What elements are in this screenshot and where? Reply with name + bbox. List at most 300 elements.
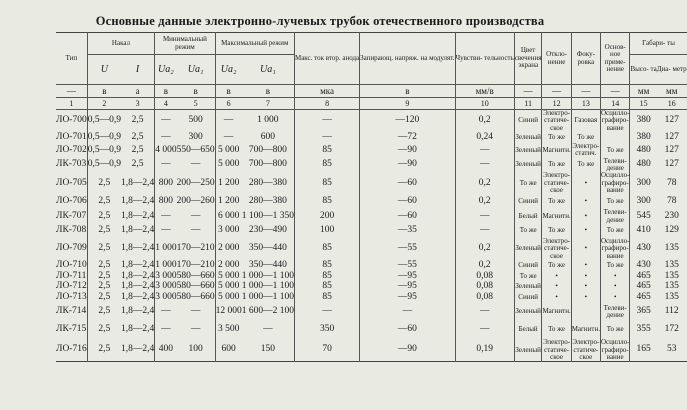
table-cell: 0,2 xyxy=(455,172,514,194)
col-number: 7 xyxy=(242,98,295,110)
table-cell: 2,5 xyxy=(87,339,121,362)
table-cell: 165 xyxy=(630,339,657,362)
table-cell: Зеленый xyxy=(514,339,542,362)
table-cell: 355 xyxy=(630,321,657,339)
unit-cell: в xyxy=(177,85,216,98)
table-cell: То же xyxy=(542,260,571,272)
table-cell: 5 000 xyxy=(215,292,242,303)
table-cell: 0,08 xyxy=(455,282,514,292)
table-cell: 0,2 xyxy=(455,260,514,272)
table-cell: — xyxy=(155,224,177,238)
header-type: Тип xyxy=(56,33,87,85)
table-cell: 170—210 xyxy=(176,260,215,271)
unit-cell: мм xyxy=(630,85,657,98)
unit-cell: а xyxy=(121,85,155,98)
table-cell: 0,08 xyxy=(455,272,514,282)
table-cell: 280—380 xyxy=(248,177,287,188)
table-cell: 129 xyxy=(664,225,679,236)
col-number: 12 xyxy=(542,98,571,110)
unit-cell: в xyxy=(87,85,121,98)
sym-ua1-min: Uа₁ xyxy=(187,63,204,75)
table-row xyxy=(56,209,687,224)
table-cell: Электро- статиче- ское xyxy=(543,237,571,260)
table-cell: Зеленый xyxy=(515,282,541,291)
table-cell: 135 xyxy=(664,281,679,292)
table-cell: То же xyxy=(514,272,542,282)
table-cell: 85 xyxy=(294,260,359,272)
table-cell: • xyxy=(571,238,600,260)
table-cell: —60 xyxy=(360,321,455,339)
table-cell: 410 xyxy=(630,224,657,238)
table-cell: —95 xyxy=(360,282,455,292)
table-cell: • xyxy=(571,292,600,303)
sym-i: I xyxy=(135,63,140,75)
table-cell: • xyxy=(600,272,629,282)
table-cell: 580—660 xyxy=(176,271,215,282)
table-title: Основные данные электронно-лучевых трубок отечественного производства xyxy=(95,14,545,28)
table-cell: 1,8—2,4 xyxy=(120,225,155,236)
table-cell: То же xyxy=(542,158,571,173)
table-cell: 1,8—2,4 xyxy=(120,306,155,317)
table-cell: 3 000 xyxy=(155,281,177,292)
unit-cell: мм/в xyxy=(455,85,514,98)
table-row xyxy=(56,260,687,272)
table-cell: 135 xyxy=(664,260,679,271)
table-cell: То же xyxy=(600,321,629,339)
table-cell: 0,24 xyxy=(455,132,514,143)
table-cell: 3 500 xyxy=(215,321,242,339)
table-cell: — xyxy=(455,321,514,339)
table-cell: 545 xyxy=(630,209,657,224)
table-cell: 127 xyxy=(664,144,679,155)
unit-cell: в xyxy=(360,85,455,98)
table-cell: Магнитн. xyxy=(542,143,571,158)
table-cell: • xyxy=(600,282,629,292)
table-cell: 1 200 xyxy=(215,172,242,194)
table-cell: 465 xyxy=(630,282,657,292)
table-cell: — xyxy=(263,324,273,335)
table-cell: 430 xyxy=(630,260,657,272)
tube-type-cell: ЛО-711 xyxy=(56,271,87,282)
table-cell: 200 xyxy=(294,209,359,224)
table-cell: 2,5 xyxy=(87,321,121,339)
table-cell: 380 xyxy=(630,110,657,133)
table-cell: Осцилло- графиро- вание xyxy=(600,338,630,361)
table-cell: 85 xyxy=(294,292,359,303)
col-number: 8 xyxy=(294,98,359,110)
table-cell: 5 000 xyxy=(215,272,242,282)
table-cell: 85 xyxy=(294,158,359,173)
table-row xyxy=(56,292,687,303)
table-row xyxy=(56,143,687,158)
tube-type-cell: ЛО-713 xyxy=(56,291,87,302)
col-number: 15 xyxy=(630,98,657,110)
table-cell: — xyxy=(360,303,455,321)
table-cell: 1 200 xyxy=(215,194,242,209)
table-cell: — xyxy=(190,306,201,317)
table-cell: Осцилло- графиро- вание xyxy=(600,109,630,132)
unit-cell: — xyxy=(56,85,87,98)
table-cell: 1,8—2,4 xyxy=(120,260,155,271)
table-cell: —95 xyxy=(360,292,455,303)
data-table xyxy=(56,32,687,362)
table-cell: —55 xyxy=(360,260,455,272)
table-cell: То же xyxy=(542,194,571,209)
table-cell: 2 000 xyxy=(215,260,242,272)
table-cell: 85 xyxy=(294,272,359,282)
table-cell: 1,8—2,4 xyxy=(120,177,155,188)
table-cell: Телеви- дение xyxy=(600,209,629,224)
table-cell: 0,5—0,9 xyxy=(87,110,121,133)
table-cell: 2,5 xyxy=(87,172,121,194)
header-focus: Фоку- ровка xyxy=(571,33,600,85)
table-cell xyxy=(571,303,600,321)
table-cell: 2,5 xyxy=(131,159,144,170)
table-cell: 3 000 xyxy=(155,271,177,282)
table-cell: • xyxy=(600,292,629,303)
table-cell: 550—650 xyxy=(176,144,215,155)
tube-type-cell: ЛО-712 xyxy=(56,281,87,292)
table-cell: —55 xyxy=(360,238,455,260)
table-cell: 1 000—1 100 xyxy=(241,281,294,292)
table-row xyxy=(56,303,687,321)
table-cell: 0,19 xyxy=(455,339,514,362)
header-height: Высо- та xyxy=(630,55,657,85)
table-cell: 0,5—0,9 xyxy=(87,158,121,173)
table-cell: • xyxy=(571,282,600,292)
table-cell: — xyxy=(455,143,514,158)
table-cell: Магнитн. xyxy=(542,209,571,224)
table-cell: Белый xyxy=(514,321,542,339)
table-cell: Зеленый xyxy=(514,132,542,143)
table-cell: 53 xyxy=(666,344,677,355)
header-nakal: Накал xyxy=(87,33,155,55)
table-cell: 1,8—2,4 xyxy=(120,281,155,292)
table-cell: —35 xyxy=(360,224,455,238)
header-application: Основ- ное приме- нение xyxy=(600,33,629,85)
sym-u: U xyxy=(87,55,121,85)
table-cell: —90 xyxy=(360,158,455,173)
tube-type-cell: ЛО-709 xyxy=(56,243,87,254)
header-lock-voltage: Запирающ. напряж. на модулят. xyxy=(360,33,455,85)
table-cell: Зеленый xyxy=(514,238,542,260)
table-cell: — xyxy=(455,209,514,224)
table-cell: 5 000 xyxy=(215,282,242,292)
table-cell: То же xyxy=(514,172,542,194)
table-cell: 100 xyxy=(188,344,203,355)
table-cell: 350—440 xyxy=(248,260,287,271)
table-row xyxy=(56,238,687,260)
table-cell: 2,5 xyxy=(87,260,121,272)
table-cell: То же xyxy=(514,224,542,238)
table-cell: 112 xyxy=(664,306,679,317)
table-cell: Электро- статиче- ское xyxy=(543,109,571,132)
table-cell: Электро- статиче- ское xyxy=(572,338,600,361)
table-cell: — xyxy=(155,110,177,133)
table-cell: 1,8—2,4 xyxy=(120,243,155,254)
table-cell: То же xyxy=(600,260,629,272)
unit-cell: мка xyxy=(294,85,359,98)
header-max-mode: Максимальный режим xyxy=(215,33,294,55)
table-cell: 85 xyxy=(294,172,359,194)
tube-type-cell: ЛК-714 xyxy=(56,306,87,317)
table-cell: Электро- статиче- ское xyxy=(543,338,571,361)
col-number: 14 xyxy=(600,98,629,110)
table-cell: • xyxy=(542,292,571,303)
table-cell: 127 xyxy=(664,115,679,126)
table-cell: — xyxy=(155,209,177,224)
table-cell: 800 xyxy=(155,172,177,194)
header-deflection: Откло- нение xyxy=(542,33,571,85)
table-cell: — xyxy=(294,132,359,143)
table-cell: Синий xyxy=(514,260,542,272)
table-cell: —60 xyxy=(360,172,455,194)
table-cell: То же xyxy=(600,194,629,209)
table-cell: 580—660 xyxy=(176,281,215,292)
table-cell: 200—250 xyxy=(176,177,215,188)
table-cell: 85 xyxy=(294,282,359,292)
table-cell: — xyxy=(190,324,201,335)
unit-cell: в xyxy=(215,85,242,98)
table-row xyxy=(56,339,687,362)
table-cell: 2,5 xyxy=(87,272,121,282)
table-row xyxy=(56,282,687,292)
table-cell: 1 000 xyxy=(257,115,279,126)
table-cell: 2,5 xyxy=(87,194,121,209)
table-row xyxy=(56,321,687,339)
table-cell: Телеви- дение xyxy=(600,158,629,173)
table-cell: 700—800 xyxy=(248,144,287,155)
table-cell: — xyxy=(155,158,177,173)
tube-type-cell: ЛО-706 xyxy=(56,196,87,207)
table-cell: 70 xyxy=(294,339,359,362)
table-cell: — xyxy=(294,303,359,321)
table-cell: 2,5 xyxy=(87,224,121,238)
header-anode-current: Макс. ток втор. анода xyxy=(294,33,359,85)
table-cell: 5 000 xyxy=(215,143,242,158)
table-cell: 465 xyxy=(630,272,657,282)
table-cell: Магнитн. xyxy=(542,303,571,321)
table-cell: Зеленый xyxy=(514,143,542,158)
table-cell xyxy=(600,132,629,143)
table-cell: Газовая xyxy=(571,110,600,133)
table-row xyxy=(56,158,687,173)
table-cell: Электро- статиче- ское xyxy=(543,171,571,195)
table-cell: • xyxy=(571,209,600,224)
table-cell: 380 xyxy=(630,132,657,143)
table-cell: 0,5—0,9 xyxy=(87,131,121,142)
table-cell: 230—490 xyxy=(248,225,287,236)
table-row xyxy=(56,224,687,238)
table-cell: 5 000 xyxy=(215,158,242,173)
table-cell: — xyxy=(455,158,514,173)
unit-cell: — xyxy=(542,85,571,98)
table-cell: — xyxy=(155,132,177,143)
table-cell: 500 xyxy=(188,115,203,126)
table-cell: 85 xyxy=(294,143,359,158)
table-cell: 1 000—1 100 xyxy=(241,291,294,302)
tube-type-cell: ЛК-708 xyxy=(56,225,87,236)
table-cell: 465 xyxy=(630,292,657,303)
table-cell: • xyxy=(542,282,571,292)
table-cell: 0,2 xyxy=(455,110,514,133)
table-cell: 1 000—1 100 xyxy=(241,271,294,282)
table-cell: 2,5 xyxy=(87,303,121,321)
table-cell: 600 xyxy=(215,339,242,362)
table-cell: 85 xyxy=(294,238,359,260)
table-cell: 150 xyxy=(260,344,275,355)
tube-type-cell: ЛО-700 xyxy=(56,115,87,126)
table-cell: 2,5 xyxy=(87,209,121,224)
table-cell: — xyxy=(455,303,514,321)
table-cell: 0,2 xyxy=(455,238,514,260)
table-cell: Белый xyxy=(514,209,542,224)
table-cell: 400 xyxy=(155,339,177,362)
table-cell: 135 xyxy=(664,291,679,302)
table-cell: 2,5 xyxy=(131,115,144,126)
table-cell: То же xyxy=(542,321,571,339)
unit-cell: в xyxy=(155,85,177,98)
unit-cell: — xyxy=(571,85,600,98)
table-cell: • xyxy=(571,224,600,238)
table-cell: — xyxy=(155,303,177,321)
table-cell: Синий xyxy=(514,110,542,133)
table-cell: 2,5 xyxy=(131,131,144,142)
table-cell: — xyxy=(155,321,177,339)
table-cell: 1 100—1 350 xyxy=(241,211,294,222)
table-cell: То же xyxy=(542,132,571,143)
table-cell: 0,08 xyxy=(455,292,514,303)
table-cell: 480 xyxy=(630,158,657,173)
table-cell: 350—440 xyxy=(248,243,287,254)
table-cell: — xyxy=(190,211,201,222)
table-cell: 350 xyxy=(294,321,359,339)
table-cell: 127 xyxy=(664,159,679,170)
table-cell: 480 xyxy=(630,143,657,158)
col-number: 13 xyxy=(571,98,600,110)
col-number: 9 xyxy=(360,98,455,110)
table-cell: То же xyxy=(571,132,600,143)
table-cell: 200—260 xyxy=(176,196,215,207)
header-diameter: Диа- метр xyxy=(656,64,687,73)
table-cell: —90 xyxy=(360,143,455,158)
tube-type-cell: ЛО-705 xyxy=(56,177,87,188)
table-cell: 6 000 xyxy=(215,209,242,224)
table-cell: Осцилло- графиро- вание xyxy=(600,171,630,195)
tube-type-cell: ЛК-715 xyxy=(56,324,87,335)
table-cell: 1 000 xyxy=(155,238,177,260)
table-cell: —95 xyxy=(360,272,455,282)
table-cell: Магнитн. xyxy=(571,321,600,339)
table-cell: —60 xyxy=(360,209,455,224)
table-cell: Телеви- дение xyxy=(600,303,629,321)
table-cell: Зеленый xyxy=(514,158,542,173)
table-cell: Зеленый xyxy=(514,303,542,321)
table-cell: 1,8—2,4 xyxy=(120,324,155,335)
table-cell: 0,5—0,9 xyxy=(87,143,121,158)
tube-type-cell: ЛК-703 xyxy=(56,159,87,170)
table-cell: 2 000 xyxy=(215,238,242,260)
table-cell: 300 xyxy=(630,194,657,209)
table-cell: 300 xyxy=(188,131,203,142)
table-cell: • xyxy=(571,172,600,194)
table-cell: То же xyxy=(571,158,600,173)
header-color: Цвет свечения экрана xyxy=(514,33,542,85)
tube-type-cell: ЛК-707 xyxy=(56,211,87,222)
table-cell: 170—210 xyxy=(176,243,215,254)
table-cell: 1,8—2,4 xyxy=(120,211,155,222)
table-cell: 430 xyxy=(630,238,657,260)
table-cell: 600 xyxy=(260,131,275,142)
table-cell: —90 xyxy=(360,339,455,362)
table-cell: 100 xyxy=(294,224,359,238)
sym-ua2-min: Uа₂ xyxy=(155,55,177,85)
table-cell: 1,8—2,4 xyxy=(120,291,155,302)
table-cell: 135 xyxy=(664,271,679,282)
table-cell: 300 xyxy=(630,172,657,194)
table-cell: 3 000 xyxy=(155,291,177,302)
table-cell: • xyxy=(542,272,571,282)
table-cell: — xyxy=(294,110,359,133)
table-cell: — xyxy=(215,110,242,133)
table-row xyxy=(56,194,687,209)
table-cell: Синий xyxy=(514,292,542,303)
table-cell: То же xyxy=(542,224,571,238)
table-cell: — xyxy=(215,132,242,143)
table-cell: —120 xyxy=(360,110,455,133)
table-cell: Электро- статич. xyxy=(572,142,600,158)
table-cell: —72 xyxy=(360,132,455,143)
col-number: 11 xyxy=(514,98,542,110)
table-cell: То же xyxy=(600,143,629,158)
table-cell: 1,8—2,4 xyxy=(120,344,155,355)
table-cell: 85 xyxy=(294,194,359,209)
table-cell: 1,8—2,4 xyxy=(120,196,155,207)
unit-cell: — xyxy=(600,85,629,98)
table-cell: Синий xyxy=(514,194,542,209)
header-dimensions: Габари- ты xyxy=(630,33,687,55)
table-cell: 2,5 xyxy=(87,238,121,260)
col-number: 4 xyxy=(155,98,177,110)
table-cell: 12 000 xyxy=(215,303,242,321)
table-cell: 2,5 xyxy=(131,144,144,155)
tube-type-cell: ЛО-702 xyxy=(56,144,87,155)
table-cell: • xyxy=(571,260,600,272)
unit-cell: в xyxy=(242,85,295,98)
tube-type-cell: ЛО-710 xyxy=(56,260,87,271)
tube-type-cell: ЛО-701 xyxy=(56,131,87,142)
header-min-mode: Минимальный режим xyxy=(155,33,215,55)
col-number: 5 xyxy=(177,98,216,110)
table-cell: — xyxy=(190,225,201,236)
table-cell: Осцилло- графиро- вание xyxy=(600,237,630,260)
table-cell: 365 xyxy=(630,303,657,321)
table-cell: • xyxy=(571,272,600,282)
table-cell: 4 000 xyxy=(155,143,177,158)
table-row xyxy=(56,110,687,133)
table-cell: 2,5 xyxy=(87,282,121,292)
col-number: 6 xyxy=(215,98,242,110)
table-cell: 127 xyxy=(664,131,679,142)
table-cell: 0,2 xyxy=(455,194,514,209)
table-cell: 2,5 xyxy=(87,292,121,303)
col-number: 1 xyxy=(56,98,87,110)
table-cell: 1 000 xyxy=(155,260,177,271)
table-cell: 800 xyxy=(155,194,177,209)
sym-ua1-max: Uа₁ xyxy=(259,63,276,75)
table-cell: • xyxy=(571,194,600,209)
col-number: 2 xyxy=(87,98,121,110)
